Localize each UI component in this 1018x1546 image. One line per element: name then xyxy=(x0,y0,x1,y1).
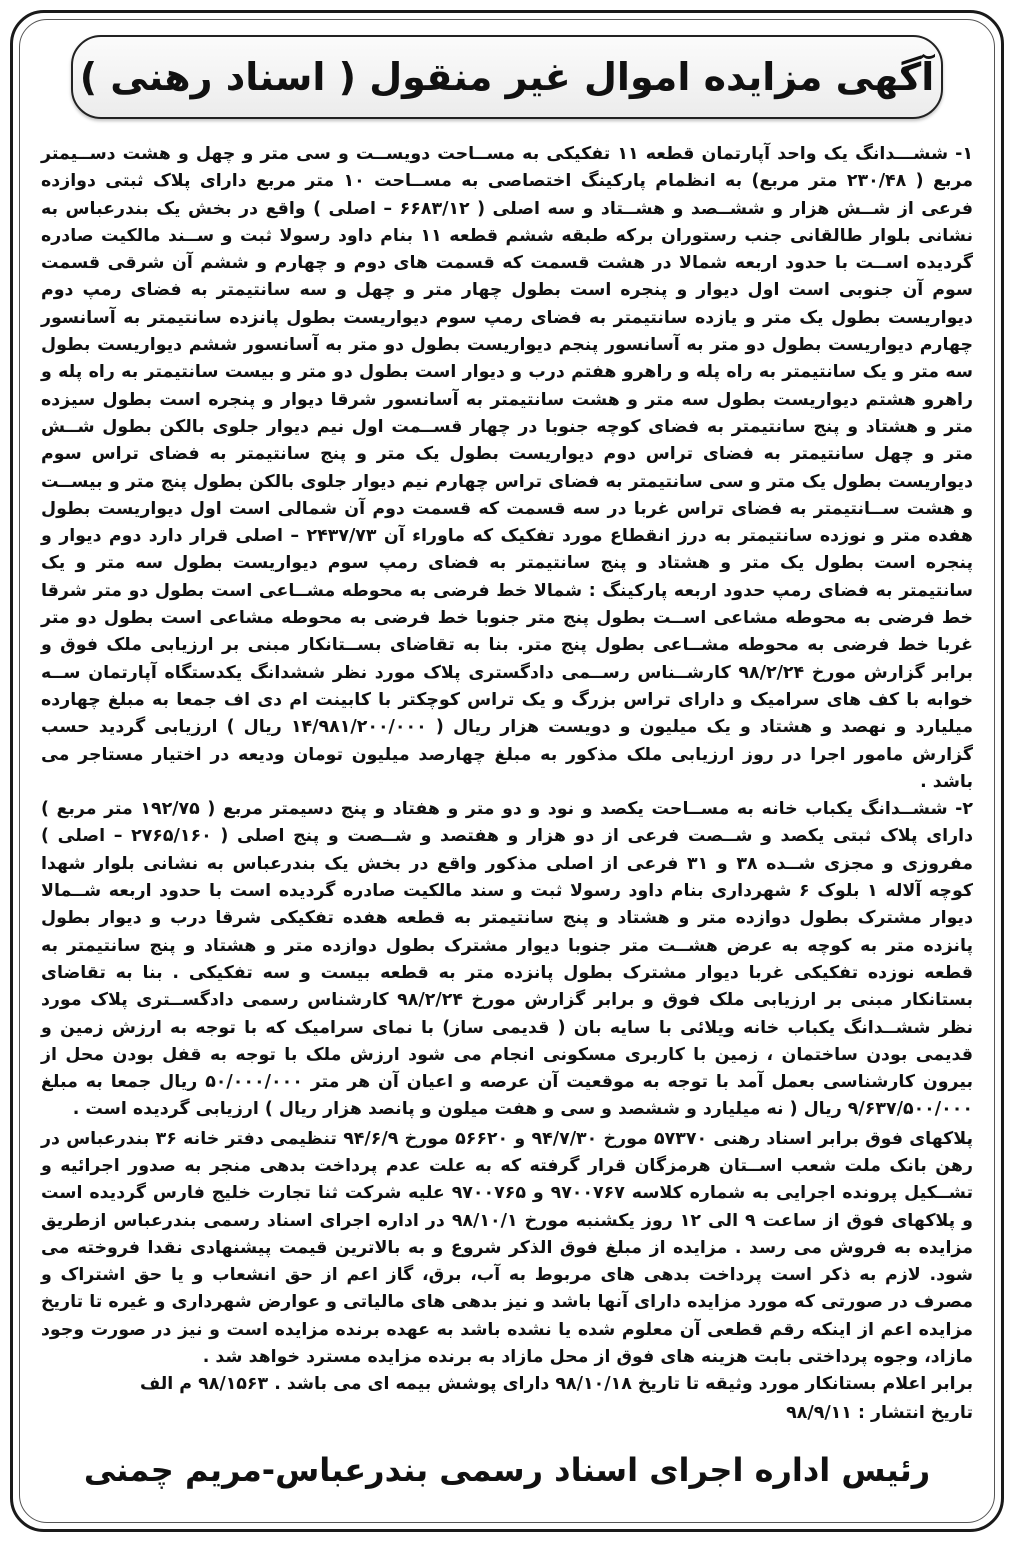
notice-body xyxy=(41,141,973,1427)
notice-title: آگهی مزایده اموال غیر منقول ( اسناد رهنی ) xyxy=(79,55,935,99)
title-banner xyxy=(71,35,943,119)
insurance-line: برابر اعلام بستانکار مورد وثیقه تا تاریخ ۹۸/۱۰/۱۸ دارای پوشش بیمه ای می باشد . ۹۸/۱۵۶۳ م الف xyxy=(140,1374,973,1395)
property-2-paragraph: ۲- ششــدانگ یکباب خانه به مســاحت یکصد و نود و دو متر و هفتاد و پنج دسیمتر مربع ( ۱۹۲/۷۵ متر مربع ) دارای پلاک ثبتی یکصد و شــصت فرعی از دو هزار و هفتصد و شــصت و پنج اصلی ( ۲۷۶۵/۱۶۰ – اصلی ) مفروزی و مجزی شــده ۳۸ و ۳۱ فرعی از اصلی مذکور واقع در بخش یک بندرعباس به نشانی بلوار شهدا کوچه آلاله ۱ بلوک ۶ شهرداری بنام داود رسولا ثبت و سند مالکیت صادره گردیده است با حدود اربعه شــمالا دیوار مشترک بطول دوازده متر و هشتاد و پنج سانتیمتر به قطعه هفده تفکیکی شرقا درب و دیوار بطول پانزده متر به کوچه به عرض هشــت متر جنوبا دیوار مشترک بطول دوازده متر و هشتاد و پنج سانتیمتر به قطعه نوزده تفکیکی غربا دیوار مشترک بطول پانزده متر به قطعه بیست و سه تفکیکی . بنا به تقاضای بستانکار مبنی بر ارزیابی ملک فوق و برابر گزارش مورخ ۹۸/۲/۲۴ کارشناس رسمی دادگســتری پلاک مورد نظر ششــدانگ یکباب خانه ویلائی با سایه بان ( قدیمی ساز) با نمای سرامیک که با توجه به ارزش زمین و قدیمی بودن ساختمان ، زمین با کاربری مسکونی انجام می شود ارزش ملک با توجه به قفل بودن محل از بیرون کارشناسی بعمل آمد با توجه به موقعیت آن عرصه و اعیان آن هر متر ۵۰/۰۰۰/۰۰۰ ریال جمعا به مبلغ ۹/۶۳۷/۵۰۰/۰۰۰ ریال ( نه میلیارد و ششصد و سی و هفت میلون و پانصد هزار ریال ) ارزیابی گردیده است . xyxy=(41,799,974,1120)
signature-line: رئیس اداره اجرای اسناد رسمی بندرعباس-مریم چمنی xyxy=(83,1451,931,1489)
property-1-paragraph: ۱- ششـــدانگ یک واحد آپارتمان قطعه ۱۱ تفکیکی به مســاحت دویســت و سی متر و چهل و هشت دســیمتر مربع ( ۲۳۰/۴۸ متر مربع) به انظمام پارکینگ اختصاصی به مســاحت ۱۰ متر مربع دارای پلاک ثبتی دوازده فرعی از شــش هزار و ششــصد و هشــتاد و سه اصلی ( ۶۶۸۳/۱۲ – اصلی ) واقع در بخش یک بندرعباس به نشانی بلوار طالقانی جنب رستوران برکه طبقه ششم قطعه ۱۱ بنام داود رسولا ثبت و ســند مالکیت صادره گردیده اســت با حدود اربعه شمالا در هشت قسمت که قسمت های دوم و چهارم و ششم آن شرقی قسمت سوم آن جنوبی است اول دیوار و پنجره است بطول چهار متر و چهل و سه سانتیمتر به فضای رمپ دوم دیواریست بطول یک متر و یازده سانتیمتر به فضای رمپ سوم دیواریست بطول پانزده سانتیمتر به آسانسور چهارم دیواریست بطول دو متر به آسانسور پنجم دیواریست بطول دو متر به آسانسور ششم دیواریست بطول سه متر و یک سانتیمتر به راه پله و راهرو هفتم درب و دیوار است بطول دو متر و بیست سانتیمتر به راه پله و راهرو هشتم دیواریست بطول سه متر و هشت سانتیمتر به آسانسور شرقا دیوار و پنجره است بطول سیزده متر و هشتاد و پنج سانتیمتر به فضای کوچه جنوبا در چهار قســمت اول نیم دیوار جلوی بالکن بطول شــش متر و چهل سانتیمتر به فضای تراس دوم دیواریست بطول یک متر و پنج سانتیمتر به فضای تراس سوم دیواریست بطول یک متر و سی سانتیمتر به فضای تراس چهارم نیم دیوار جلوی بالکن بطول پنج متر و بیســت و هشت ســانتیمتر به فضای تراس غربا در سه قسمت که قسمت دوم آن شمالی است اول دیواریست بطول هفده متر و نوزده سانتیمتر به درز انقطاع مورد تفکیک که ماوراء آن ۲۴۳۷/۷۳ – اصلی قرار دارد دوم دیوار و پنجره است بطول یک متر و هشتاد و پنج سانتیمتر به فضای رمپ سوم دیواریست بطول سه متر و یک سانتیمتر به فضای رمپ حدود اربعه پارکینگ : شمالا خط فرضی به محوطه مشــاعی است بطول دو متر شرقا خط فرضی به محوطه مشاعی اســت بطول پنج متر جنوبا خط فرضی به محوطه مشاعی است بطول دو متر غربا خط فرضی به محوطه مشــاعی بطول پنج متر. بنا به تقاضای بســتانکار مبنی بر ارزیابی ملک فوق و برابر گزارش مورخ ۹۸/۲/۲۴ کارشــناس رســمی دادگستری پلاک مورد نظر ششدانگ یکدستگاه آپارتمان ســه خوابه با کف های سرامیک و دارای تراس بزرگ و یک تراس کوچکتر با کابینت ام دی اف جمعا به مبلغ چهارده میلیارد و نهصد و هشتاد و یک میلیون و دویست هزار ریال ( ۱۴/۹۸۱/۲۰۰/۰۰۰ ریال ) ارزیابی گردید حسب گزارش مامور اجرا در روز ارزیابی ملک مذکور به مبلغ چهارصد میلیون تومان ودیعه در اختیار مستاجر می باشد . xyxy=(41,144,974,792)
notice-frame xyxy=(10,10,1004,1532)
publication-date: تاریخ انتشار : ۹۸/۹/۱۱ xyxy=(786,1402,973,1423)
auction-terms-paragraph: پلاکهای فوق برابر اسناد رهنی ۵۷۳۷۰ مورخ ۹۴/۷/۳۰ و ۵۶۶۲۰ مورخ ۹۴/۶/۹ تنظیمی دفتر خانه ۳۶ بندرعباس در رهن بانک ملت شعب اســتان هرمزگان قرار گرفته که به علت عدم پرداخت بدهی منجر به صدور اجرائیه و تشــکیل پرونده اجرایی به شماره کلاسه ۹۷۰۰۷۶۷ و ۹۷۰۰۷۶۵ علیه شرکت ثنا تجارت خلیج فارس گردیده است و پلاکهای فوق از ساعت ۹ الی ۱۲ روز یکشنبه مورخ ۹۸/۱۰/۱ در اداره اجرای اسناد رسمی بندرعباس ازطریق مزایده به فروش می رسد . مزایده از مبلغ فوق الذکر شروع و به بالاترین قیمت پیشنهادی نقدا فروخته می شود. لازم به ذکر است پرداخت بدهی های مربوط به آب، برق، گاز اعم از حق انشعاب و یا حق اشتراک و مصرف در صورتی که مورد مزایده دارای آنها باشد و نیز بدهی های مالیاتی و عوارض شهرداری و غیره تا تاریخ مزایده اعم از اینکه رقم قطعی آن معلوم شده یا نشده باشد به عهده برنده مزایده است و نیز در صورت وجود مازاد، وجوه پرداختی بابت هزینه های فوق از محل مازاد به برنده مزایده مسترد خواهد شد . xyxy=(41,1128,974,1368)
